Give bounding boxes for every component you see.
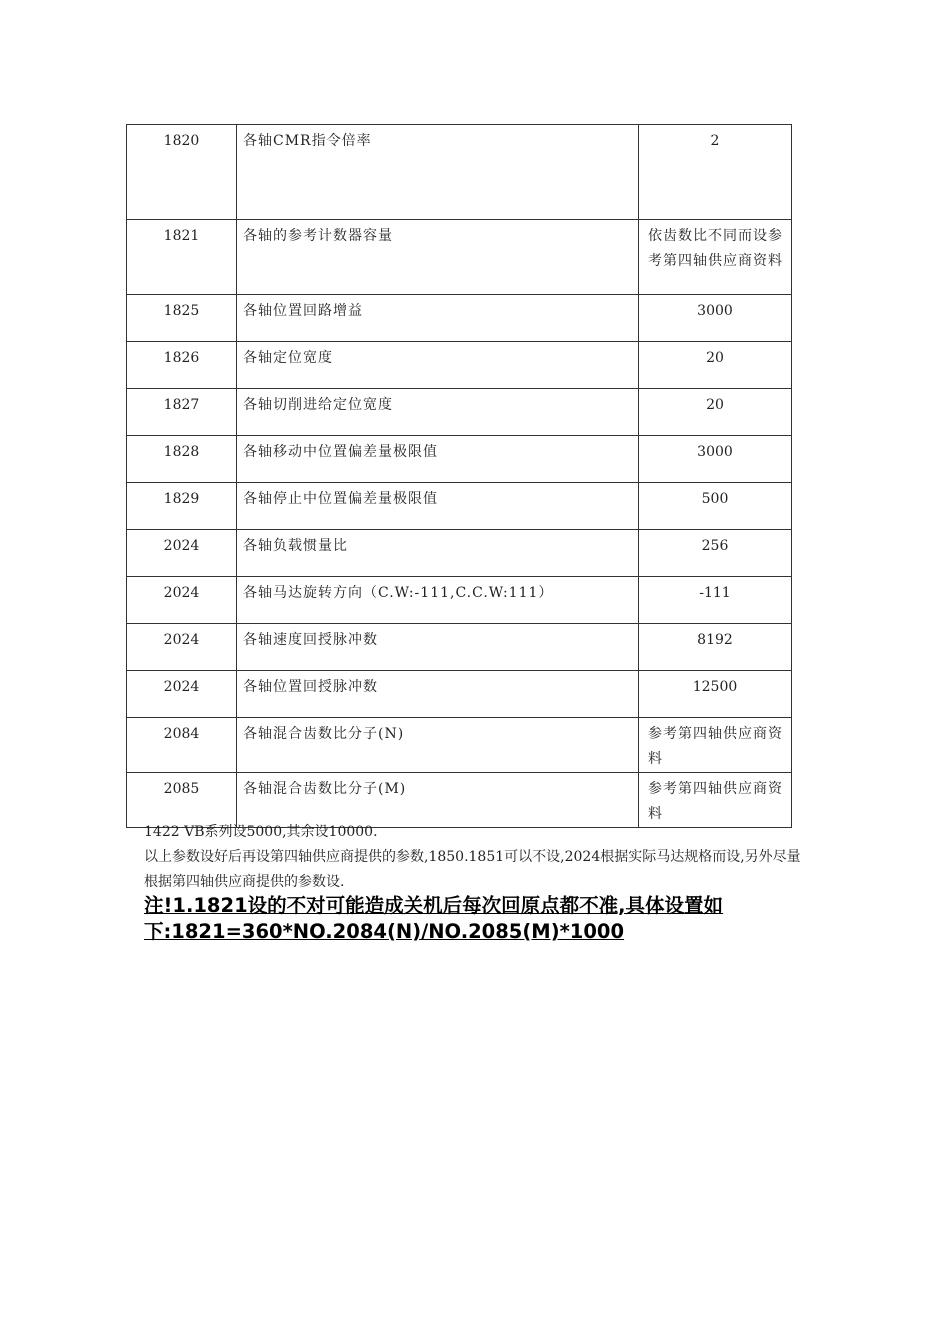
param-name: 各轴切削进给定位宽度 xyxy=(237,389,639,436)
param-value: 2 xyxy=(639,125,792,220)
param-number: 1828 xyxy=(127,436,237,483)
param-name: 各轴移动中位置偏差量极限值 xyxy=(237,436,639,483)
param-value: 参考第四轴供应商资料 xyxy=(639,773,792,828)
warning-note: 注!1.1821设的不对可能造成关机后每次回原点都不准,具体设置如下:1821=360*NO.2084(N)/NO.2085(M)*1000 xyxy=(144,894,724,943)
param-value: 500 xyxy=(639,483,792,530)
table-row xyxy=(127,342,792,389)
param-value: 3000 xyxy=(639,295,792,342)
table-row xyxy=(127,624,792,671)
table-row xyxy=(127,389,792,436)
param-number: 2024 xyxy=(127,671,237,718)
param-name: 各轴停止中位置偏差量极限值 xyxy=(237,483,639,530)
param-number: 2024 xyxy=(127,624,237,671)
param-value: 20 xyxy=(639,342,792,389)
param-value: 3000 xyxy=(639,436,792,483)
param-name: 各轴定位宽度 xyxy=(237,342,639,389)
param-value: 20 xyxy=(639,389,792,436)
param-name: 各轴位置回授脉冲数 xyxy=(237,671,639,718)
param-name: 各轴的参考计数器容量 xyxy=(237,220,639,295)
table-row xyxy=(127,530,792,577)
param-name: 各轴马达旋转方向（C.W:-111,C.C.W:111） xyxy=(237,577,639,624)
param-number: 2085 xyxy=(127,773,237,828)
param-value: 依齿数比不同而设参考第四轴供应商资料 xyxy=(639,220,792,295)
param-name: 各轴混合齿数比分子(N) xyxy=(237,718,639,773)
param-number: 1829 xyxy=(127,483,237,530)
note-line-2: 以上参数设好后再设第四轴供应商提供的参数,1850.1851可以不设,2024根据实际马达规格而设,另外尽量根据第四轴供应商提供的参数设. xyxy=(144,849,801,890)
param-name: 各轴混合齿数比分子(M) xyxy=(237,773,639,828)
param-number: 2084 xyxy=(127,718,237,773)
param-value: 256 xyxy=(639,530,792,577)
table-row xyxy=(127,295,792,342)
parameter-table xyxy=(126,124,792,828)
param-number: 2024 xyxy=(127,577,237,624)
table-row xyxy=(127,718,792,773)
param-number: 1826 xyxy=(127,342,237,389)
param-number: 1821 xyxy=(127,220,237,295)
table-row xyxy=(127,436,792,483)
param-number: 1825 xyxy=(127,295,237,342)
table-row xyxy=(127,483,792,530)
table-row xyxy=(127,220,792,295)
param-value: 8192 xyxy=(639,624,792,671)
param-name: 各轴速度回授脉冲数 xyxy=(237,624,639,671)
param-value: -111 xyxy=(639,577,792,624)
param-number: 2024 xyxy=(127,530,237,577)
param-value: 参考第四轴供应商资料 xyxy=(639,718,792,773)
table-row xyxy=(127,671,792,718)
param-name: 各轴位置回路增益 xyxy=(237,295,639,342)
param-number: 1820 xyxy=(127,125,237,220)
table-row xyxy=(127,125,792,220)
param-name: 各轴CMR指令倍率 xyxy=(237,125,639,220)
param-number: 1827 xyxy=(127,389,237,436)
notes-block xyxy=(144,820,804,895)
table-row xyxy=(127,577,792,624)
param-name: 各轴负载惯量比 xyxy=(237,530,639,577)
note-line-1: 1422 VB系列设5000,其余设10000. xyxy=(144,824,378,840)
param-value: 12500 xyxy=(639,671,792,718)
